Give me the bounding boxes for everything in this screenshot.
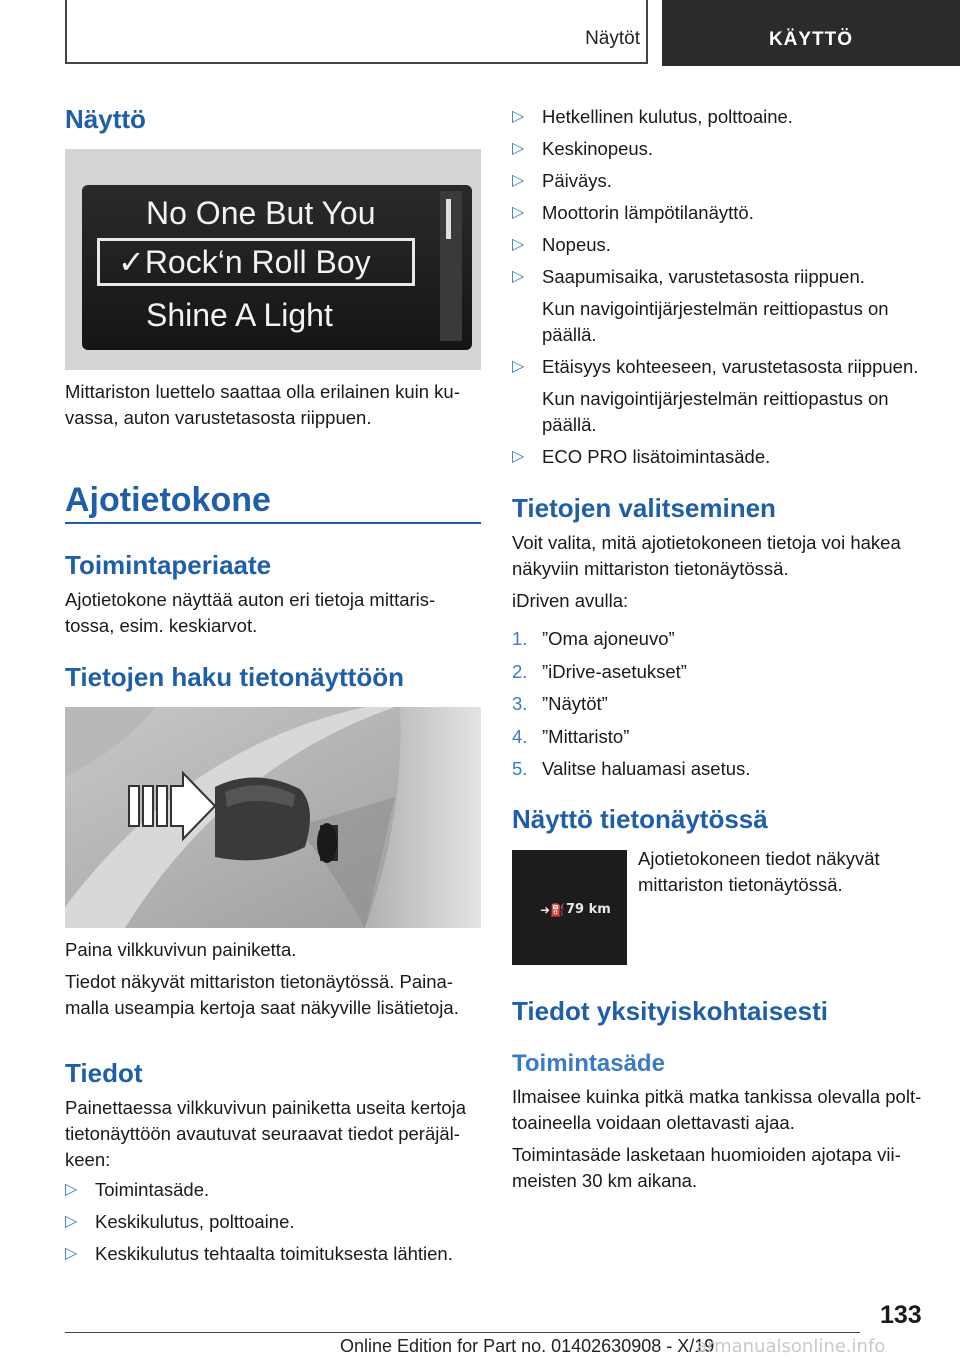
- triangle-bullet-icon: ▷: [65, 1213, 78, 1230]
- haku-p2: Tiedot näkyvät mittariston tietonäytössä. Paina- malla useampia kertoja saat näkyville lisätietoja.: [65, 971, 459, 1018]
- header-section: Näytöt: [585, 28, 640, 49]
- tiedot-list: [65, 1177, 485, 1273]
- range-display-image: [512, 850, 627, 965]
- media-row-1: No One But You: [146, 195, 376, 231]
- info-list: [512, 104, 942, 476]
- list-item: ▷ Moottorin lämpötilanäyttö.: [512, 200, 942, 226]
- heading-yksityiskohtaisesti: Tiedot yksityiskohtaisesti: [512, 996, 828, 1026]
- triangle-bullet-icon: ▷: [512, 108, 525, 125]
- list-item: 2. ”iDrive-asetukset”: [512, 660, 687, 682]
- list-item: ▷ Hetkellinen kulutus, polttoaine.: [512, 104, 942, 130]
- heading-toimintasade: Toimintasäde: [512, 1050, 665, 1077]
- list-item: 5. Valitse haluamasi asetus.: [512, 758, 751, 779]
- header-chapter: KÄYTTÖ: [662, 0, 960, 66]
- list-item: ▷ Toimintasäde.: [65, 1177, 485, 1203]
- list-item: ▷ Saapumisaika, varustetasosta riippuen. Kun navigointijärjestelmän reittiopastus on päällä.: [512, 266, 889, 345]
- tiedot-text: Painettaessa vilkkuvivun painiketta useita kertoja tietonäyttöön avautuvat seuraavat tiedot peräjäl- keen:: [65, 1097, 467, 1170]
- valitseminen-text: Voit valita, mitä ajotietokoneen tietoja voi hakea näkyviin mittariston tietonäytössä.: [512, 532, 901, 579]
- scrollbar: [440, 191, 462, 341]
- list-item: 1. ”Oma ajoneuvo”: [512, 628, 675, 649]
- toimintasade-p1: Ilmaisee kuinka pitkä matka tankissa olevalla polt- toaineella voidaan olettavasti ajaa.: [512, 1086, 922, 1133]
- triangle-bullet-icon: ▷: [512, 172, 525, 189]
- heading-valitseminen: Tietojen valitseminen: [512, 493, 776, 523]
- list-item: ▷ ECO PRO lisätoimintasäde.: [512, 444, 942, 470]
- toimintaperiaate-text: Ajotietokone näyttää auton eri tietoja mittaris- tossa, esim. keskiarvot.: [65, 589, 436, 636]
- list-item: ▷ Päiväys.: [512, 168, 942, 194]
- display-screen: [82, 185, 472, 350]
- scroll-thumb: [446, 199, 451, 239]
- turn-signal-lever-image: [65, 707, 481, 928]
- header-frame: [65, 0, 648, 64]
- heading-toimintaperiaate: Toimintaperiaate: [65, 550, 272, 580]
- heading-naytto-tietonaytossa: Näyttö tietonäytössä: [512, 804, 768, 834]
- triangle-bullet-icon: ▷: [512, 358, 525, 375]
- heading-ajotietokone: Ajotietokone: [65, 481, 271, 519]
- heading-haku: Tietojen haku tietonäyttöön: [65, 662, 404, 692]
- triangle-bullet-icon: ▷: [65, 1245, 78, 1262]
- watermark: armanualsonline.info: [696, 1336, 886, 1357]
- heading-naytto: Näyttö: [65, 104, 146, 134]
- triangle-bullet-icon: ▷: [512, 204, 525, 221]
- page-number: 133: [880, 1301, 922, 1329]
- triangle-bullet-icon: ▷: [512, 448, 525, 465]
- fuel-range-icon: ➜⛽: [540, 903, 565, 917]
- range-value: 79 km: [566, 902, 611, 917]
- footer-rule: [65, 1332, 860, 1333]
- heading-tiedot: Tiedot: [65, 1058, 143, 1088]
- media-row-2: ✓Rock‘n Roll Boy: [118, 244, 371, 280]
- list-item: ▷ Etäisyys kohteeseen, varustetasosta riippuen. Kun navigointijärjestelmän reittiopastus on päällä.: [512, 356, 919, 435]
- naytto-text: Mittariston luettelo saattaa olla erilainen kuin ku- vassa, auton varustetasosta riippuen.: [65, 381, 460, 428]
- list-item: ▷ Keskikulutus tehtaalta toimituksesta lähtien.: [65, 1241, 485, 1267]
- media-row-3: Shine A Light: [146, 297, 333, 333]
- triangle-bullet-icon: ▷: [65, 1181, 78, 1198]
- triangle-bullet-icon: ▷: [512, 268, 525, 285]
- steps-list: [512, 626, 942, 789]
- list-item: ▷ Nopeus.: [512, 232, 942, 258]
- triangle-bullet-icon: ▷: [512, 236, 525, 253]
- heading-rule: [65, 522, 481, 524]
- list-item: ▷ Keskikulutus, polttoaine.: [65, 1209, 485, 1235]
- haku-p1: Paina vilkkuvivun painiketta.: [65, 939, 297, 960]
- list-item: 3. ”Näytöt”: [512, 693, 608, 714]
- media-list-image: [65, 149, 481, 370]
- footer-edition: Online Edition for Part no. 01402630908 - X/19: [340, 1336, 715, 1356]
- list-item: 4. ”Mittaristo”: [512, 725, 630, 747]
- naytto-tieto-text: Ajotietokoneen tiedot näkyvät mittariston tietonäytössä.: [638, 848, 880, 895]
- triangle-bullet-icon: ▷: [512, 140, 525, 157]
- idrive-text: iDriven avulla:: [512, 590, 629, 611]
- toimintasade-p2: Toimintasäde lasketaan huomioiden ajotapa vii- meisten 30 km aikana.: [512, 1144, 901, 1191]
- list-item: ▷ Keskinopeus.: [512, 136, 942, 162]
